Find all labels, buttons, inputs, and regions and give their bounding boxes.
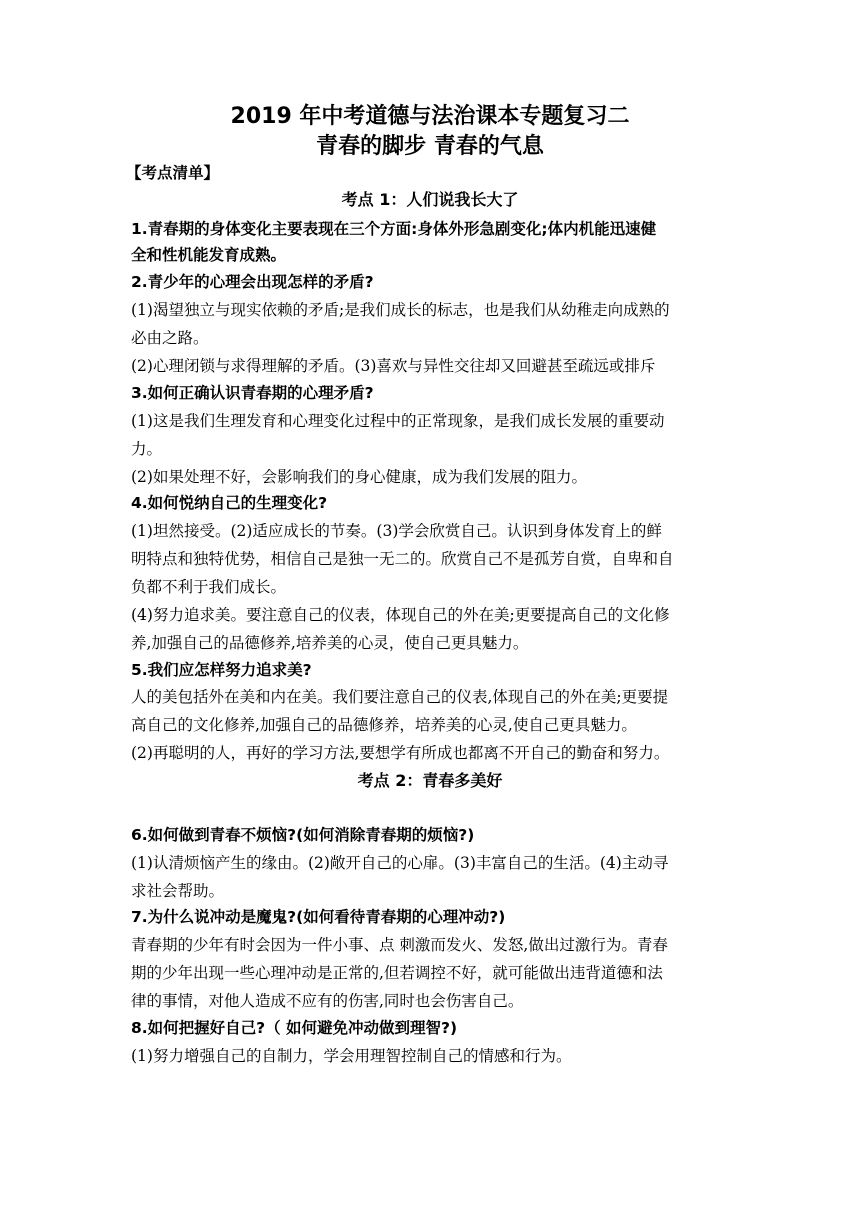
question-heading: 2.青少年的心理会出现怎样的矛盾? bbox=[131, 273, 374, 291]
section-heading-1: 考点 1：人们说我长大了 bbox=[341, 190, 519, 209]
body-line: 青春期的少年有时会因为一件小事、点 刺激而发火、发怒,做出过激行为。青春 bbox=[131, 936, 668, 954]
list-heading: 【考点清单】 bbox=[126, 164, 220, 182]
body-line: 必由之路。 bbox=[131, 329, 209, 347]
body-line: (2)如果处理不好，会影响我们的身心健康，成为我们发展的阻力。 bbox=[131, 468, 587, 486]
section-heading-2: 考点 2：青春多美好 bbox=[357, 771, 503, 790]
question-heading: 全和性机能发育成熟。 bbox=[131, 246, 287, 264]
question-heading: 8.如何把握好自己?（ 如何避免冲动做到理智?) bbox=[131, 1019, 458, 1037]
body-line: 求社会帮助。 bbox=[131, 882, 225, 900]
body-line: (4)努力追求美。要注意自己的仪表，体现自己的外在美;更要提高自己的文化修 bbox=[131, 606, 670, 624]
body-line: (1)努力增强自己的自制力，学会用理智控制自己的情感和行为。 bbox=[131, 1047, 572, 1065]
body-line: (1)认清烦恼产生的缘由。(2)敞开自己的心扉。(3)丰富自己的生活。(4)主动寻 bbox=[131, 854, 669, 872]
body-line: (1)坦然接受。(2)适应成长的节奏。(3)学会欣赏自己。认识到身体发育上的鲜 bbox=[131, 522, 662, 540]
body-line: 力。 bbox=[131, 440, 163, 458]
question-heading: 7.为什么说冲动是魔鬼?(如何看待青春期的心理冲动?) bbox=[131, 908, 506, 926]
body-line: 律的事情，对他人造成不应有的伤害,同时也会伤害自己。 bbox=[131, 992, 524, 1010]
question-heading: 3.如何正确认识青春期的心理矛盾? bbox=[131, 384, 374, 402]
question-heading: 6.如何做到青春不烦恼?(如何消除青春期的烦恼?) bbox=[131, 826, 475, 844]
body-line: 人的美包括外在美和内在美。我们要注意自己的仪表,体现自己的外在美;更要提 bbox=[131, 688, 669, 706]
body-line: (1)这是我们生理发育和心理变化过程中的正常现象，是我们成长发展的重要动 bbox=[131, 412, 665, 430]
document-title: 2019 年中考道德与法治课本专题复习二 bbox=[230, 104, 630, 129]
body-line: 期的少年出现一些心理冲动是正常的,但若调控不好，就可能做出违背道德和法 bbox=[131, 964, 663, 982]
body-line: (1)渴望独立与现实依赖的矛盾;是我们成长的标志，也是我们从幼稚走向成熟的 bbox=[131, 301, 670, 319]
question-heading: 1.青春期的身体变化主要表现在三个方面:身体外形急剧变化;体内机能迅速健 bbox=[131, 220, 657, 238]
body-line: 养,加强自己的品德修养,培养美的心灵，使自己更具魅力。 bbox=[131, 634, 529, 652]
body-line: (2)再聪明的人，再好的学习方法,要想学有所成也都离不开自己的勤奋和努力。 bbox=[131, 744, 670, 762]
body-line: 负都不利于我们成长。 bbox=[131, 578, 287, 596]
body-line: 高自己的文化修养,加强自己的品德修养，培养美的心灵,使自己更具魅力。 bbox=[131, 716, 637, 734]
body-line: 明特点和独特优势，相信自己是独一无二的。欣赏自己不是孤芳自赏，自卑和自 bbox=[131, 550, 674, 568]
question-heading: 4.如何悦纳自己的生理变化? bbox=[131, 494, 328, 512]
body-line: (2)心理闭锁与求得理解的矛盾。(3)喜欢与异性交往却又回避甚至疏远或排斥 bbox=[131, 357, 656, 375]
document-subtitle: 青春的脚步 青春的气息 bbox=[316, 134, 544, 159]
question-heading: 5.我们应怎样努力追求美? bbox=[131, 661, 312, 679]
